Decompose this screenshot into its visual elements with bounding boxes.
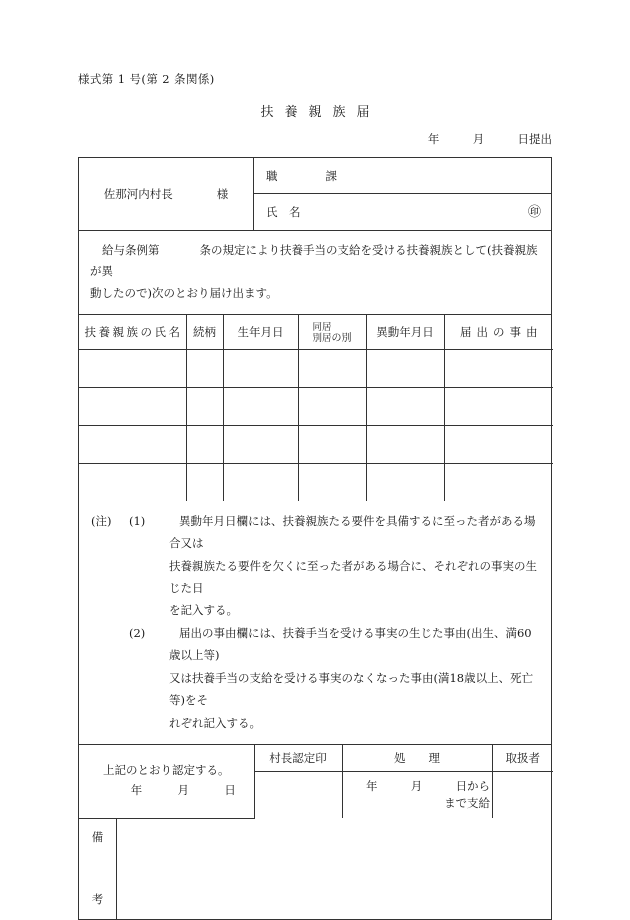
handler-header: 取扱者 (492, 745, 553, 772)
column-header-residence-type (298, 315, 366, 350)
note-2-line-1: 届出の事由欄には、扶養手当を受ける事実の生じた事由(出生、満60歳以上等) (169, 625, 532, 663)
certify-day-label: 日 (224, 783, 236, 798)
process-until-label: まで支給 (444, 795, 491, 810)
cell-relation[interactable] (186, 463, 223, 501)
statement-block (79, 231, 551, 315)
document-title: 扶養親族届 (260, 105, 381, 120)
statement-suffix: 条の規定により扶養手当の支給を受ける扶養親族として(扶養親族が異 (90, 243, 538, 279)
note-body-2 (169, 622, 540, 734)
approval-header-row (79, 745, 553, 772)
submit-year-label: 年 (427, 132, 440, 146)
cell-reason[interactable] (444, 425, 553, 463)
remarks-label (79, 819, 117, 919)
cell-reason[interactable] (444, 463, 553, 501)
addressee-block (79, 158, 551, 231)
submit-day-label: 日提出 (517, 132, 552, 146)
certification-date-line (79, 780, 254, 800)
note-item-1 (91, 510, 540, 622)
note-body-1 (169, 510, 540, 622)
cell-birthdate[interactable] (223, 349, 298, 387)
note-2-line-3: れぞれ記入する。 (169, 715, 261, 730)
section-label: 課 (325, 168, 337, 183)
cell-birthdate[interactable] (223, 425, 298, 463)
process-value-cell[interactable] (342, 772, 492, 819)
process-header: 処 理 (342, 745, 492, 772)
cell-birthdate[interactable] (223, 463, 298, 501)
recipient-honorific: 様 (216, 187, 229, 201)
remarks-label-bottom: 考 (91, 891, 104, 906)
cell-residence-type[interactable] (298, 387, 366, 425)
note-marker-1: (1) (129, 513, 146, 528)
cell-birthdate[interactable] (223, 387, 298, 425)
note-marker-2: (2) (129, 625, 146, 640)
note-2-line-2: 又は扶養手当の支給を受ける事実のなくなった事由(満18歳以上、死亡等)をそ (169, 670, 534, 708)
column-header-change-date: 異動年月日 (366, 315, 444, 350)
recipient-name: 佐那河内村長 (103, 187, 173, 201)
remarks-input-area[interactable] (117, 819, 551, 919)
certify-month-label: 月 (177, 783, 189, 798)
table-row (79, 387, 553, 425)
cell-residence-type[interactable] (298, 425, 366, 463)
note-1-line-2: 扶養親族たる要件を欠くに至った者がある場合に、それぞれの事実の生じた日 (169, 558, 537, 596)
cell-name[interactable] (79, 425, 186, 463)
note-item-2 (91, 622, 540, 734)
table-row (79, 463, 553, 501)
cell-relation[interactable] (186, 425, 223, 463)
certification-text: 上記のとおり認定する。 (103, 763, 230, 778)
cell-residence-type[interactable] (298, 349, 366, 387)
name-row (254, 194, 551, 230)
cell-change-date[interactable] (366, 349, 444, 387)
notes-label: (注) (91, 513, 112, 528)
column-header-reason: 届出の事由 (444, 315, 553, 350)
process-month-label: 月 (410, 779, 423, 794)
seal-icon: ㊞ (527, 204, 541, 220)
residence-tail-label: の別 (331, 332, 352, 344)
table-row (79, 349, 553, 387)
form-frame (78, 157, 552, 920)
notes-block (79, 501, 551, 745)
cell-name[interactable] (79, 387, 186, 425)
cell-name[interactable] (79, 349, 186, 387)
column-header-name: 扶養親族の氏名 (79, 315, 186, 350)
applicant-cell (254, 158, 551, 230)
statement-prefix: 給与条例第 (102, 243, 160, 257)
cell-reason[interactable] (444, 387, 553, 425)
cell-relation[interactable] (186, 387, 223, 425)
submission-date-line (428, 131, 552, 147)
column-header-relation: 続柄 (186, 315, 223, 350)
remarks-label-top: 備 (91, 829, 104, 844)
certify-year-label: 年 (130, 783, 143, 798)
statement-line-2: 動したので)次のとおり届け出ます。 (90, 285, 278, 300)
process-year-label: 年 (365, 779, 378, 794)
submit-month-label: 月 (472, 132, 485, 146)
handler-value-cell[interactable] (492, 772, 553, 819)
recipient-cell (79, 158, 254, 230)
position-section-row (254, 158, 551, 194)
seal-value-cell[interactable] (254, 772, 342, 819)
process-period (344, 778, 490, 811)
family-table-header-row (79, 315, 553, 350)
cell-reason[interactable] (444, 349, 553, 387)
residence-stacked-label (312, 322, 351, 344)
statement-line-1 (90, 240, 540, 283)
name-label: 氏 名 (266, 205, 301, 219)
table-row (79, 425, 553, 463)
cell-change-date[interactable] (366, 425, 444, 463)
remarks-block (79, 819, 551, 919)
note-1-line-1: 異動年月日欄には、扶養親族たる要件を具備するに至った者がある場合又は (169, 513, 536, 551)
process-from-label: 日から (455, 779, 491, 794)
seal-header: 村長認定印 (254, 745, 342, 772)
certification-cell (79, 745, 254, 818)
cell-residence-type[interactable] (298, 463, 366, 501)
cell-change-date[interactable] (366, 387, 444, 425)
position-label: 職 (266, 168, 278, 183)
cell-change-date[interactable] (366, 463, 444, 501)
cell-name[interactable] (79, 463, 186, 501)
family-members-table (79, 315, 553, 501)
residence-together-label: 同居 (312, 322, 332, 334)
approval-table (79, 745, 553, 819)
residence-separate-label: 別居 (312, 333, 332, 345)
cell-relation[interactable] (186, 349, 223, 387)
note-1-line-3: を記入する。 (169, 603, 238, 618)
form-number: 様式第 1 号(第 2 条関係) (78, 72, 215, 86)
column-header-birthdate: 生年月日 (223, 315, 298, 350)
